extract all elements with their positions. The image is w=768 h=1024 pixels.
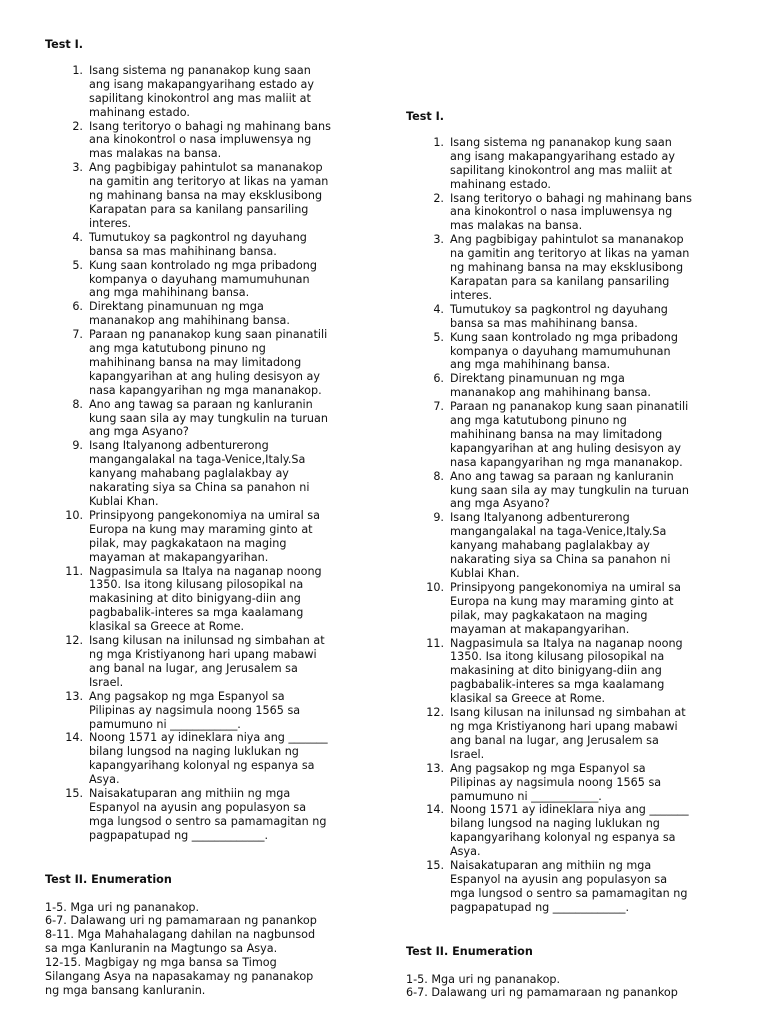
question-item xyxy=(406,803,736,859)
test2-heading: Test II. Enumeration xyxy=(45,872,172,886)
question-text: Nagpasimula sa Italya na naganap noong 1350. Isa itong kilusang pilosopikal na makasining at dito binigyang-diin ang pagbabalik-interes sa mga kaalamang klasikal sa Greece at Rome. xyxy=(89,564,322,634)
question-item xyxy=(406,511,736,581)
question-text: Isang sistema ng pananakop kung saan ang isang makapangyarihang estado ay sapilitang kinokontrol ang mas maliit at mahinang estado. xyxy=(450,135,675,191)
question-number: 2. xyxy=(433,191,444,205)
question-item xyxy=(45,690,375,732)
question-item xyxy=(406,136,736,192)
question-number: 1. xyxy=(433,135,444,149)
test2-heading: Test II. Enumeration xyxy=(406,944,533,958)
question-item xyxy=(406,331,736,373)
question-item xyxy=(45,120,375,162)
question-number: 11. xyxy=(65,564,83,578)
question-text: Tumutukoy sa pagkontrol ng dayuhang bansa sa mas mahihinang bansa. xyxy=(89,230,307,258)
question-text: Direktang pinamunuan ng mga mananakop ang mahihinang bansa. xyxy=(89,300,290,328)
question-text: Ang pagbibigay pahintulot sa mananakop na gamitin ang teritoryo at likas na yaman ng mahinang bansa na may eksklusibong Karapatan para sa kanilang pansariling interes. xyxy=(450,233,690,302)
question-text: Isang kilusan na inilunsad ng simbahan at ng mga Kristiyanong hari upang mabawi ang banal na lugar, ang Jerusalem sa Israel. xyxy=(450,706,686,761)
question-number: 5. xyxy=(72,258,83,272)
question-number: 15. xyxy=(65,787,83,801)
question-text: Noong 1571 ay idineklara niya ang _______ bilang lungsod na naging luklukan ng kapangyarihang kolonyal ng espanya sa Asya. xyxy=(450,803,689,859)
question-number: 11. xyxy=(426,636,444,650)
left-column xyxy=(45,38,375,998)
question-list xyxy=(406,136,736,915)
question-number: 14. xyxy=(65,731,83,745)
question-number: 6. xyxy=(72,300,83,314)
question-number: 8. xyxy=(72,397,83,411)
test1-heading: Test I. xyxy=(406,110,445,123)
question-item xyxy=(45,161,375,231)
question-text: Noong 1571 ay idineklara niya ang _______ bilang lungsod na naging luklukan ng kapangyarihang kolonyal ng espanya sa Asya. xyxy=(89,731,328,787)
question-number: 4. xyxy=(72,230,83,244)
question-number: 7. xyxy=(433,400,444,414)
question-item xyxy=(45,787,375,843)
enumeration-list: 1-5. Mga uri ng pananakop. 6-7. Dalawang uri ng pamamaraan ng panankop 8-11. Mga Mahahalagang dahilan na nagbunsod sa mga Kanluranin na Magtungo sa Asya. 12-15. Magbigay ng mga bansa sa Timog Silangang Asya na napasakamay ng pananakop ng mga bansang kanluranin. xyxy=(45,900,317,997)
question-number: 12. xyxy=(426,706,444,720)
question-text: Paraan ng pananakop kung saan pinanatili ang mga katutubong pinuno ng mahihinang bansa na may limitadong kapangyarihan at ang huling desisyon ay nasa kapangyarihan ng mga mananakop. xyxy=(450,400,689,469)
question-item xyxy=(45,64,375,120)
question-number: 2. xyxy=(72,119,83,133)
question-item xyxy=(45,328,375,398)
question-text: Ano ang tawag sa paraan ng kanluranin kung saan sila ay may tungkulin na turuan ang mga Asyano? xyxy=(450,469,689,511)
question-text: Ang pagsakop ng mga Espanyol sa Pilipinas ay nagsimula noong 1565 sa pamumuno ni ____________. xyxy=(89,689,301,731)
question-item xyxy=(45,731,375,787)
question-number: 4. xyxy=(433,302,444,316)
right-column xyxy=(406,110,736,1000)
question-text: Isang teritoryo o bahagi ng mahinang bans ana kinokontrol o nasa impluwensya ng mas malakas na bansa. xyxy=(89,119,331,161)
question-item xyxy=(406,233,736,303)
question-number: 13. xyxy=(65,689,83,703)
question-text: Kung saan kontrolado ng mga pribadong kompanya o dayuhang mamumuhunan ang mga mahihinang bansa. xyxy=(450,330,678,372)
question-item xyxy=(45,509,375,565)
question-text: Paraan ng pananakop kung saan pinanatili ang mga katutubong pinuno ng mahihinang bansa na may limitadong kapangyarihan at ang huling desisyon ay nasa kapangyarihan ng mga mananakop. xyxy=(89,328,328,397)
question-text: Isang kilusan na inilunsad ng simbahan at ng mga Kristiyanong hari upang mabawi ang banal na lugar, ang Jerusalem sa Israel. xyxy=(89,634,325,689)
question-number: 7. xyxy=(72,328,83,342)
test1-heading: Test I. xyxy=(45,38,84,51)
question-text: Naisakatuparan ang mithiin ng mga Espanyol na ayusin ang populasyon sa mga lungsod o sentro sa pamamagitan ng pagpapatupad ng _____________. xyxy=(89,787,327,842)
question-text: Ang pagbibigay pahintulot sa mananakop na gamitin ang teritoryo at likas na yaman ng mahinang bansa na may eksklusibong Karapatan para sa kanilang pansariling interes. xyxy=(89,161,329,230)
question-number: 12. xyxy=(65,634,83,648)
question-number: 1. xyxy=(72,63,83,77)
question-number: 8. xyxy=(433,469,444,483)
question-text: Ang pagsakop ng mga Espanyol sa Pilipinas ay nagsimula noong 1565 sa pamumuno ni ____________. xyxy=(450,761,662,803)
question-number: 10. xyxy=(426,580,444,594)
question-item xyxy=(406,859,736,915)
question-text: Tumutukoy sa pagkontrol ng dayuhang bansa sa mas mahihinang bansa. xyxy=(450,302,668,330)
question-number: 5. xyxy=(433,330,444,344)
question-text: Isang teritoryo o bahagi ng mahinang bans ana kinokontrol o nasa impluwensya ng mas malakas na bansa. xyxy=(450,191,692,233)
question-item xyxy=(45,231,375,259)
enumeration-list: 1-5. Mga uri ng pananakop. 6-7. Dalawang uri ng pamamaraan ng panankop xyxy=(406,972,678,1000)
question-item xyxy=(406,470,736,512)
question-item xyxy=(406,372,736,400)
question-number: 6. xyxy=(433,372,444,386)
question-text: Isang Italyanong adbenturerong mangangalakal na taga-Venice,Italy.Sa kanyang mahabang paglalakbay ay nakarating siya sa China sa panahon ni Kublai Khan. xyxy=(450,511,671,580)
question-item xyxy=(406,762,736,804)
question-item xyxy=(406,400,736,470)
question-text: Direktang pinamunuan ng mga mananakop ang mahihinang bansa. xyxy=(450,372,651,400)
question-number: 9. xyxy=(72,439,83,453)
question-item xyxy=(45,634,375,690)
question-item xyxy=(406,581,736,637)
question-text: Kung saan kontrolado ng mga pribadong kompanya o dayuhang mamumuhunan ang mga mahihinang bansa. xyxy=(89,258,317,300)
question-item xyxy=(406,303,736,331)
question-item xyxy=(406,192,736,234)
question-item xyxy=(45,398,375,440)
question-number: 13. xyxy=(426,761,444,775)
question-number: 10. xyxy=(65,508,83,522)
question-text: Isang sistema ng pananakop kung saan ang isang makapangyarihang estado ay sapilitang kinokontrol ang mas maliit at mahinang estado. xyxy=(89,63,314,119)
question-text: Prinsipyong pangekonomiya na umiral sa Europa na kung may maraming ginto at pilak, may pagkakataon na maging mayaman at makapangyarihan. xyxy=(450,580,681,636)
question-number: 15. xyxy=(426,859,444,873)
question-item xyxy=(45,565,375,635)
question-item xyxy=(406,706,736,762)
question-number: 3. xyxy=(72,161,83,175)
question-number: 9. xyxy=(433,511,444,525)
question-number: 3. xyxy=(433,233,444,247)
question-text: Prinsipyong pangekonomiya na umiral sa Europa na kung may maraming ginto at pilak, may pagkakataon na maging mayaman at makapangyarihan. xyxy=(89,508,320,564)
question-list xyxy=(45,64,375,843)
question-item xyxy=(45,259,375,301)
question-item xyxy=(45,300,375,328)
question-text: Naisakatuparan ang mithiin ng mga Espanyol na ayusin ang populasyon sa mga lungsod o sentro sa pamamagitan ng pagpapatupad ng _____________. xyxy=(450,859,688,914)
question-item xyxy=(45,439,375,509)
question-item xyxy=(406,637,736,707)
question-number: 14. xyxy=(426,803,444,817)
question-text: Nagpasimula sa Italya na naganap noong 1350. Isa itong kilusang pilosopikal na makasining at dito binigyang-diin ang pagbabalik-interes sa mga kaalamang klasikal sa Greece at Rome. xyxy=(450,636,683,706)
question-text: Ano ang tawag sa paraan ng kanluranin kung saan sila ay may tungkulin na turuan ang mga Asyano? xyxy=(89,397,328,439)
question-text: Isang Italyanong adbenturerong mangangalakal na taga-Venice,Italy.Sa kanyang mahabang paglalakbay ay nakarating siya sa China sa panahon ni Kublai Khan. xyxy=(89,439,310,508)
